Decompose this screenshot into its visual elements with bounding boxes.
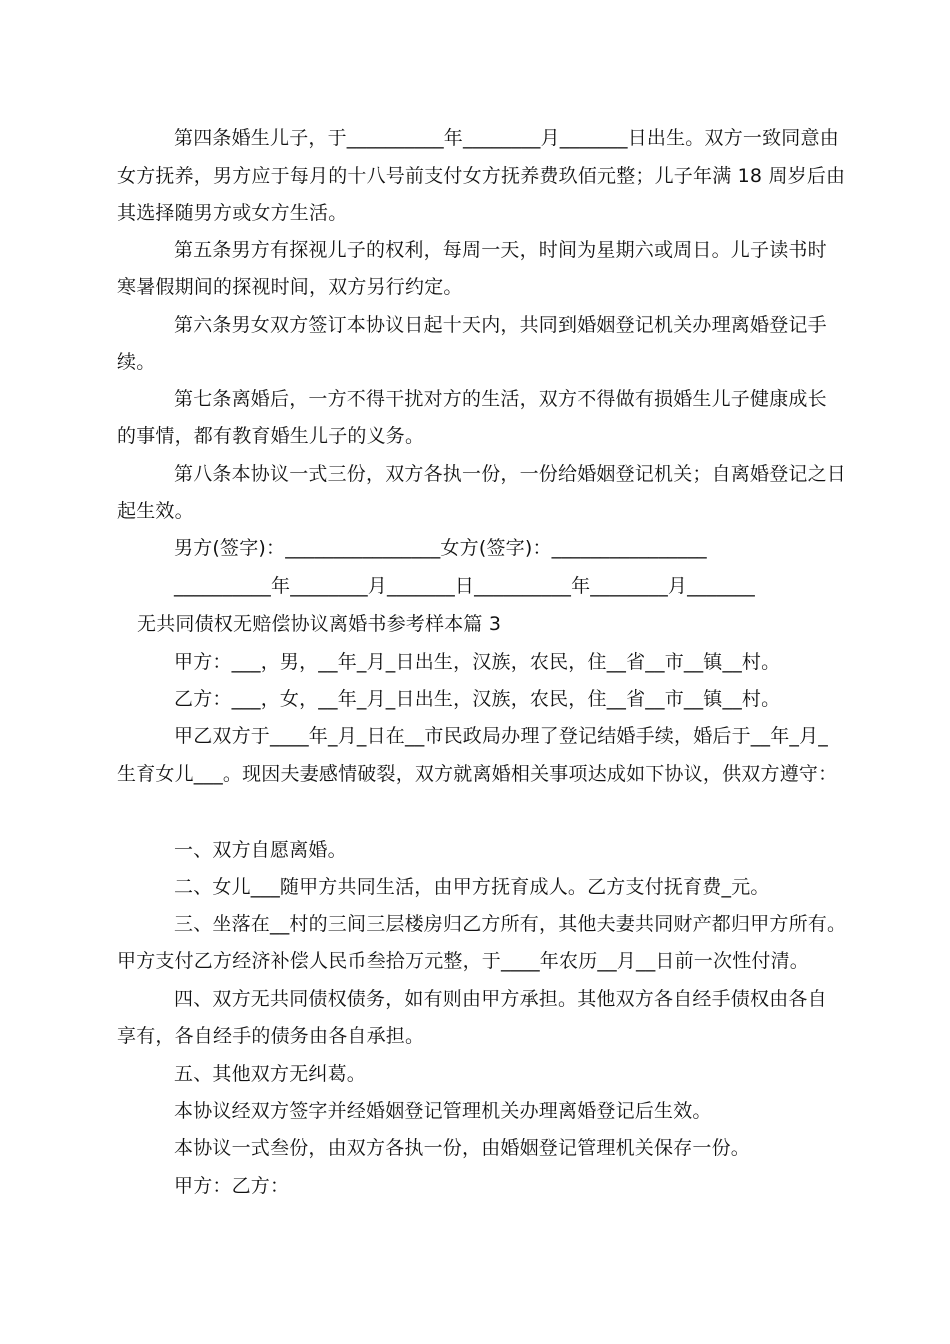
signature-line: 男方(签字)：________________女方(签字)：________________	[174, 537, 707, 559]
clause-4-line-1: 四、双方无共同债权债务，如有则由甲方承担。其他双方各自经手债权由各自	[174, 988, 827, 1010]
article-4-line-2: 女方抚养，男方应于每月的十八号前支付女方抚养费玖佰元整；儿子年满 18 周岁后由	[117, 165, 846, 187]
party-a-line: 甲方：___，男，__年_月_日出生，汉族，农民，住__省__市__镇__村。	[174, 651, 781, 673]
party-b-line: 乙方：___，女，__年_月_日出生，汉族，农民，住__省__市__镇__村。	[174, 688, 781, 710]
article-8-line-1: 第八条本协议一式三份，双方各执一份，一份给婚姻登记机关；自离婚登记之日	[174, 463, 847, 485]
article-4-line-3: 其选择随男方或女方生活。	[117, 202, 348, 224]
clause-3-line-2: 甲方支付乙方经济补偿人民币叁拾万元整，于____年农历__月__日前一次性付清。	[117, 950, 810, 972]
clause-2: 二、女儿___随甲方共同生活，由甲方抚育成人。乙方支付抚育费_元。	[174, 876, 770, 898]
date-line: __________年________月_______日__________年________月_______	[174, 575, 756, 597]
article-6-line-2: 续。	[117, 351, 156, 373]
preamble-line-1: 甲乙双方于____年_月_日在__市民政局办理了登记结婚手续，婚后于__年_月_	[174, 725, 829, 747]
copies-clause: 本协议一式叁份，由双方各执一份，由婚姻登记管理机关保存一份。	[174, 1137, 751, 1159]
article-8-line-2: 起生效。	[117, 500, 194, 522]
article-6-line-1: 第六条男女双方签订本协议日起十天内，共同到婚姻登记机关办理离婚登记手	[174, 314, 827, 336]
section-title: 无共同债权无赔偿协议离婚书参考样本篇 3	[137, 613, 502, 635]
preamble-line-2: 生育女儿___。现因夫妻感情破裂，双方就离婚相关事项达成如下协议，供双方遵守：	[117, 763, 838, 785]
clause-1: 一、双方自愿离婚。	[174, 839, 347, 861]
article-7-line-2: 的事情，都有教育婚生儿子的义务。	[117, 425, 425, 447]
article-4-line-1: 第四条婚生儿子，于__________年________月_______日出生。双方一致同意由	[174, 127, 839, 149]
article-5-line-1: 第五条男方有探视儿子的权利，每周一天，时间为星期六或周日。儿子读书时	[174, 239, 827, 261]
article-7-line-1: 第七条离婚后，一方不得干扰对方的生活，双方不得做有损婚生儿子健康成长	[174, 388, 827, 410]
clause-3-line-1: 三、坐落在__村的三间三层楼房归乙方所有，其他夫妻共同财产都归甲方所有。	[174, 913, 847, 935]
clause-4-line-2: 享有，各自经手的债务由各自承担。	[117, 1025, 425, 1047]
article-5-line-2: 寒暑假期间的探视时间，双方另行约定。	[117, 276, 463, 298]
parties-signature-line: 甲方：乙方：	[174, 1175, 290, 1197]
clause-5: 五、其他双方无纠葛。	[174, 1063, 367, 1085]
effect-clause: 本协议经双方签字并经婚姻登记管理机关办理离婚登记后生效。	[174, 1100, 712, 1122]
